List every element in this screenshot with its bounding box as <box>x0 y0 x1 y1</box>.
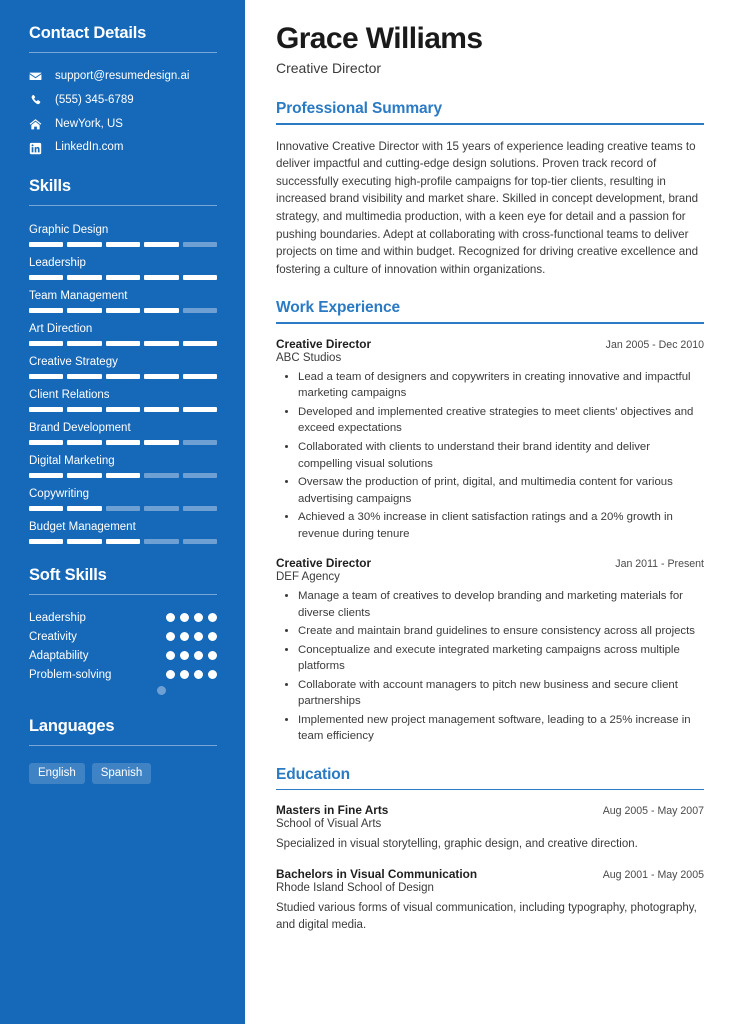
skill-segment <box>144 539 178 544</box>
experience-bullet: Create and maintain brand guidelines to ensure consistency across all projects <box>281 623 704 640</box>
experience-bullet: Collaborated with clients to understand their brand identity and deliver compelling visual solutions <box>281 439 704 472</box>
page-title: Grace Williams <box>276 22 483 55</box>
skill-item <box>29 322 217 346</box>
experience-bullet: Oversaw the production of print, digital, and multimedia content for various advertising campaigns <box>281 474 704 507</box>
skill-segment <box>106 473 140 478</box>
skill-segment <box>144 275 178 280</box>
skill-item <box>29 421 217 445</box>
phone-icon <box>29 94 49 107</box>
contact-item-label: (555) 345-6789 <box>55 93 134 106</box>
skill-segment <box>106 407 140 412</box>
skill-segment <box>144 308 178 313</box>
soft-skill-rating <box>166 651 217 660</box>
skill-item <box>29 520 217 544</box>
skill-label: Budget Management <box>29 520 136 533</box>
soft-skill-dot <box>166 613 175 622</box>
education-entry <box>276 803 704 853</box>
skill-segment <box>106 440 140 445</box>
education-date-range: Aug 2005 - May 2007 <box>602 805 704 818</box>
soft-skill-dot <box>180 670 189 679</box>
skill-segment <box>183 275 217 280</box>
education-section <box>276 766 704 934</box>
experience-bullet-list <box>281 369 704 542</box>
skill-segment <box>106 374 140 379</box>
skill-segment <box>67 242 101 247</box>
education-entry-header <box>276 803 704 817</box>
soft-skill-dot <box>166 651 175 660</box>
education-description: Specialized in visual storytelling, graphic design, and creative direction. <box>276 838 638 851</box>
skill-segment <box>183 341 217 346</box>
skill-item <box>29 223 217 247</box>
skills-heading: Skills <box>29 177 71 196</box>
experience-company: DEF Agency <box>276 571 340 584</box>
professional-summary-rule <box>276 123 704 125</box>
sidebar <box>0 0 245 1024</box>
languages-section <box>29 717 217 785</box>
soft-skill-dot <box>180 651 189 660</box>
education-degree: Bachelors in Visual Communication <box>276 867 478 882</box>
skill-segment <box>29 506 63 511</box>
skill-segment <box>144 374 178 379</box>
skill-segment <box>144 440 178 445</box>
soft-skills-heading: Soft Skills <box>29 565 107 584</box>
work-experience-heading: Work Experience <box>276 299 400 317</box>
soft-skill-item <box>29 612 217 624</box>
education-rule <box>276 789 704 791</box>
education-institution: Rhode Island School of Design <box>276 882 434 895</box>
education-description: Studied various forms of visual communication, including typography, photography, and digital media. <box>276 902 697 931</box>
soft-skill-dot <box>194 613 203 622</box>
skill-segment <box>183 440 217 445</box>
skill-segment <box>183 506 217 511</box>
skill-label: Leadership <box>29 257 86 270</box>
job-role-subtitle: Creative Director <box>276 60 382 76</box>
skill-level-bar <box>29 407 217 412</box>
skill-segment <box>29 539 63 544</box>
skill-segment <box>67 308 101 313</box>
skills-list <box>29 223 217 543</box>
soft-skill-label: Leadership <box>29 611 86 624</box>
soft-skill-dot <box>180 632 189 641</box>
languages-divider <box>29 745 217 746</box>
skill-segment <box>106 539 140 544</box>
work-experience-list <box>276 337 704 745</box>
skill-item <box>29 256 217 280</box>
skill-label: Copywriting <box>29 487 90 500</box>
skill-segment <box>144 407 178 412</box>
contact-item-label: NewYork, US <box>55 117 123 130</box>
soft-skill-rating <box>166 670 217 679</box>
skill-segment <box>106 341 140 346</box>
contact-divider <box>29 52 217 53</box>
skill-segment <box>29 341 63 346</box>
skill-item <box>29 487 217 511</box>
skill-level-bar <box>29 341 217 346</box>
skill-segment <box>106 275 140 280</box>
skill-segment <box>106 506 140 511</box>
skill-level-bar <box>29 374 217 379</box>
experience-job-title: Creative Director <box>276 336 372 351</box>
skill-segment <box>106 308 140 313</box>
skill-segment <box>67 506 101 511</box>
soft-skill-dot <box>208 651 217 660</box>
experience-bullet: Collaborate with account managers to pitch new business and secure client partnerships <box>281 677 704 710</box>
contact-item-label: support@resumedesign.ai <box>55 70 190 82</box>
soft-skills-divider <box>29 594 217 595</box>
soft-skills-extra-dot-row <box>29 686 217 695</box>
contact-details-section <box>29 24 217 155</box>
skill-segment <box>67 341 101 346</box>
experience-bullet: Manage a team of creatives to develop branding and marketing materials for diverse clients <box>281 588 704 621</box>
experience-entry <box>276 556 704 745</box>
skill-segment <box>29 440 63 445</box>
contact-item[interactable] <box>29 118 217 132</box>
skill-level-bar <box>29 473 217 478</box>
skill-segment <box>29 407 63 412</box>
skill-segment <box>29 275 63 280</box>
contact-list <box>29 70 217 155</box>
experience-date-range: Jan 2005 - Dec 2010 <box>605 338 704 351</box>
experience-bullet: Conceptualize and execute integrated marketing campaigns across multiple platforms <box>281 642 704 675</box>
soft-skills-section <box>29 566 217 695</box>
soft-skill-dot <box>166 670 175 679</box>
soft-skill-dot <box>194 632 203 641</box>
professional-summary-text: Innovative Creative Director with 15 years of experience leading creative teams to deliver impactful and cutting-edge design solutions. Proven track record of successfully executing high-profile campaigns for top-tier clients, resulting in increased brand visibility and market share. Skilled in concept development, brand strategy, and multimedia production, with a keen eye for detail and a passion for pushing boundaries. Adept at collaborating with cross-functional teams to deliver projects on time and within budget. Recognized for driving creative excellence and fostering a culture of innovation within organizations. <box>276 139 699 276</box>
soft-skills-list <box>29 612 217 681</box>
skill-segment <box>67 374 101 379</box>
soft-skill-rating <box>166 632 217 641</box>
skill-segment <box>144 242 178 247</box>
skill-label: Creative Strategy <box>29 355 118 368</box>
experience-bullet: Achieved a 30% increase in client satisfaction ratings and a 20% growth in revenue during tenure <box>281 509 704 542</box>
experience-entry <box>276 337 704 542</box>
soft-skill-rating <box>166 613 217 622</box>
experience-company: ABC Studios <box>276 351 342 364</box>
skill-segment <box>29 242 63 247</box>
home-icon <box>29 118 49 131</box>
skill-label: Art Direction <box>29 323 93 335</box>
experience-entry-header <box>276 556 704 570</box>
experience-bullet: Lead a team of designers and copywriters in creating innovative and impactful marketing campaigns <box>281 369 704 402</box>
linkedin-icon <box>29 142 49 155</box>
contact-item[interactable] <box>29 70 217 84</box>
skill-segment <box>29 473 63 478</box>
skill-segment <box>67 407 101 412</box>
skill-segment <box>29 374 63 379</box>
skill-level-bar <box>29 242 217 247</box>
skill-level-bar <box>29 275 217 280</box>
skill-item <box>29 355 217 379</box>
skill-level-bar <box>29 506 217 511</box>
soft-skill-dot <box>166 632 175 641</box>
skill-segment <box>106 242 140 247</box>
soft-skill-dot <box>208 670 217 679</box>
skill-segment <box>183 473 217 478</box>
soft-skill-dot <box>208 632 217 641</box>
soft-skill-dot <box>208 613 217 622</box>
skill-segment <box>67 539 101 544</box>
soft-skill-dot <box>180 613 189 622</box>
education-date-range: Aug 2001 - May 2005 <box>602 869 704 882</box>
experience-job-title: Creative Director <box>276 556 372 571</box>
contact-item[interactable] <box>29 94 217 108</box>
contact-item-label: LinkedIn.com <box>55 141 124 154</box>
language-tag: English <box>29 763 85 785</box>
soft-skill-label: Creativity <box>29 630 77 643</box>
soft-skill-dot <box>194 670 203 679</box>
languages-list <box>29 763 217 785</box>
skill-item <box>29 454 217 478</box>
work-experience-rule <box>276 322 704 324</box>
skill-label: Graphic Design <box>29 224 109 237</box>
skill-label: Team Management <box>29 290 128 303</box>
experience-bullet: Implemented new project management software, leading to a 25% increase in team efficiency <box>281 712 704 745</box>
skill-segment <box>67 275 101 280</box>
skill-segment <box>144 341 178 346</box>
experience-date-range: Jan 2011 - Present <box>615 558 704 571</box>
skill-segment <box>183 407 217 412</box>
skill-segment <box>183 308 217 313</box>
skill-segment <box>144 506 178 511</box>
skill-label: Brand Development <box>29 421 131 434</box>
skill-item <box>29 289 217 313</box>
professional-summary-heading: Professional Summary <box>276 100 442 117</box>
soft-skill-label: Problem-solving <box>29 668 112 681</box>
skill-segment <box>144 473 178 478</box>
skills-section <box>29 177 217 543</box>
main-content <box>245 0 730 1024</box>
education-entry-header <box>276 867 704 881</box>
skill-label: Digital Marketing <box>29 454 115 467</box>
professional-summary-section <box>276 100 704 278</box>
soft-skill-label: Adaptability <box>29 649 89 662</box>
skill-item <box>29 388 217 412</box>
skill-level-bar <box>29 440 217 445</box>
work-experience-section <box>276 299 704 745</box>
education-entry <box>276 867 704 933</box>
skill-level-bar <box>29 308 217 313</box>
skill-segment <box>67 473 101 478</box>
education-heading: Education <box>276 765 351 783</box>
soft-skill-item <box>29 650 217 662</box>
skill-segment <box>183 374 217 379</box>
experience-bullet: Developed and implemented creative strategies to meet clients' objectives and exceed expectations <box>281 404 704 437</box>
skill-segment <box>183 242 217 247</box>
skill-label: Client Relations <box>29 388 110 401</box>
languages-heading: Languages <box>29 716 115 735</box>
contact-item[interactable] <box>29 141 217 155</box>
soft-skill-item <box>29 631 217 643</box>
skill-segment <box>183 539 217 544</box>
soft-skill-dot <box>194 651 203 660</box>
skill-segment <box>67 440 101 445</box>
contact-details-heading: Contact Details <box>29 24 147 42</box>
skill-segment <box>29 308 63 313</box>
experience-bullet-list <box>281 588 704 745</box>
skill-level-bar <box>29 539 217 544</box>
experience-entry-header <box>276 337 704 351</box>
education-institution: School of Visual Arts <box>276 818 382 831</box>
education-degree: Masters in Fine Arts <box>276 803 389 818</box>
skills-divider <box>29 205 217 206</box>
education-list <box>276 803 704 933</box>
soft-skill-dot <box>157 686 166 695</box>
soft-skill-item <box>29 669 217 681</box>
envelope-icon <box>29 70 49 83</box>
language-tag: Spanish <box>92 763 152 785</box>
